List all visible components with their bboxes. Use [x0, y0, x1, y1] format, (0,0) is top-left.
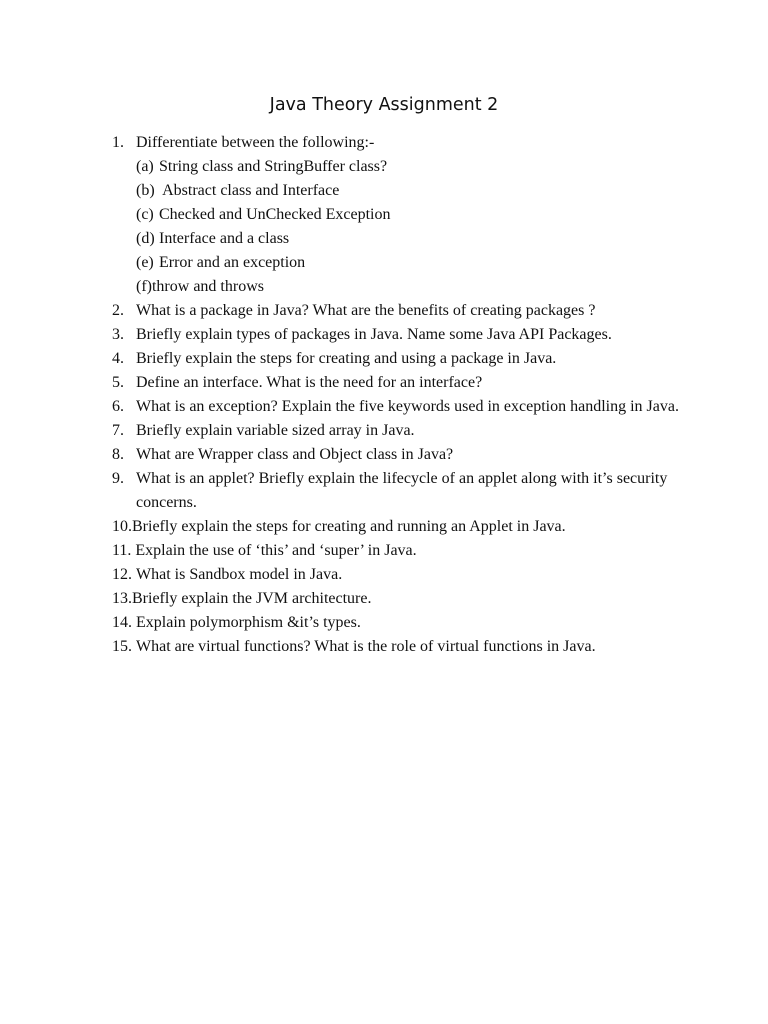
- sub-item-text: Checked and UnChecked Exception: [159, 206, 391, 223]
- question-text: Explain the use of ‘this’ and ‘super’ in Java.: [135, 542, 417, 559]
- sub-item-letter: (f): [136, 278, 152, 295]
- sub-item-letter: (e): [136, 254, 154, 271]
- question-text: Define an interface. What is the need for an interface?: [136, 374, 483, 391]
- sub-item-f: [112, 275, 702, 299]
- question-item-1: [112, 131, 702, 155]
- question-item-14: [112, 611, 702, 635]
- question-text: Explain polymorphism &it’s types.: [136, 614, 361, 631]
- question-number: 3.: [112, 326, 124, 343]
- question-item-15: [112, 635, 702, 659]
- question-text: Briefly explain the steps for creating and using a package in Java.: [136, 350, 557, 367]
- question-item-7: [112, 419, 702, 443]
- question-list: [112, 131, 702, 659]
- question-item-6: [112, 395, 702, 419]
- question-number: 11.: [112, 542, 136, 559]
- sub-item-letter: (d): [136, 230, 155, 247]
- sub-item-e: [112, 251, 702, 275]
- question-text: What is a package in Java? What are the benefits of creating packages ?: [136, 302, 596, 319]
- sub-item-text: Error and an exception: [159, 254, 306, 271]
- sub-item-letter: (c): [136, 206, 154, 223]
- question-number: 2.: [112, 302, 124, 319]
- question-text: What is Sandbox model in Java.: [136, 566, 343, 583]
- question-text: Briefly explain the JVM architecture.: [132, 590, 372, 607]
- question-number: 4.: [112, 350, 124, 367]
- question-item-11: [112, 539, 702, 563]
- question-item-5: [112, 371, 702, 395]
- question-text: What is an exception? Explain the five keywords used in exception handling in Java.: [136, 398, 679, 415]
- sub-item-text: throw and throws: [151, 278, 264, 295]
- sub-item-text: Interface and a class: [159, 230, 290, 247]
- question-item-9: [112, 467, 702, 515]
- question-number: 12.: [112, 566, 136, 583]
- question-item-2: [112, 299, 702, 323]
- question-number: 15.: [112, 638, 136, 655]
- sub-item-text: String class and StringBuffer class?: [159, 158, 388, 175]
- question-item-3: [112, 323, 702, 347]
- question-item-10: [112, 515, 702, 539]
- question-item-12: [112, 563, 702, 587]
- sub-item-text: Abstract class and Interface: [159, 182, 340, 199]
- question-number: 14.: [112, 614, 136, 631]
- question-number: 6.: [112, 398, 124, 415]
- question-text: Briefly explain the steps for creating and running an Applet in Java.: [132, 518, 566, 535]
- question-number: 13.: [112, 590, 132, 607]
- sub-item-b: [112, 179, 702, 203]
- question-number: 10.: [112, 518, 132, 535]
- page-title: Java Theory Assignment 2: [269, 95, 499, 115]
- question-text: What are Wrapper class and Object class in Java?: [136, 446, 454, 463]
- question-item-4: [112, 347, 702, 371]
- question-text: What are virtual functions? What is the role of virtual functions in Java.: [136, 638, 596, 655]
- question-text: What is an applet? Briefly explain the lifecycle of an applet along with it’s security concerns.: [136, 470, 668, 511]
- question-number: 1.: [112, 134, 124, 151]
- question-item-8: [112, 443, 702, 467]
- sub-item-d: [112, 227, 702, 251]
- question-number: 5.: [112, 374, 124, 391]
- sub-item-letter: (b): [136, 182, 155, 199]
- question-number: 9.: [112, 470, 124, 487]
- sub-item-a: [112, 155, 702, 179]
- question-text: Briefly explain variable sized array in Java.: [136, 422, 415, 439]
- sub-item-letter: (a): [136, 158, 154, 175]
- question-text: Differentiate between the following:-: [136, 134, 375, 151]
- question-number: 8.: [112, 446, 124, 463]
- question-text: Briefly explain types of packages in Java. Name some Java API Packages.: [136, 326, 612, 343]
- question-item-13: [112, 587, 702, 611]
- question-number: 7.: [112, 422, 124, 439]
- sub-item-c: [112, 203, 702, 227]
